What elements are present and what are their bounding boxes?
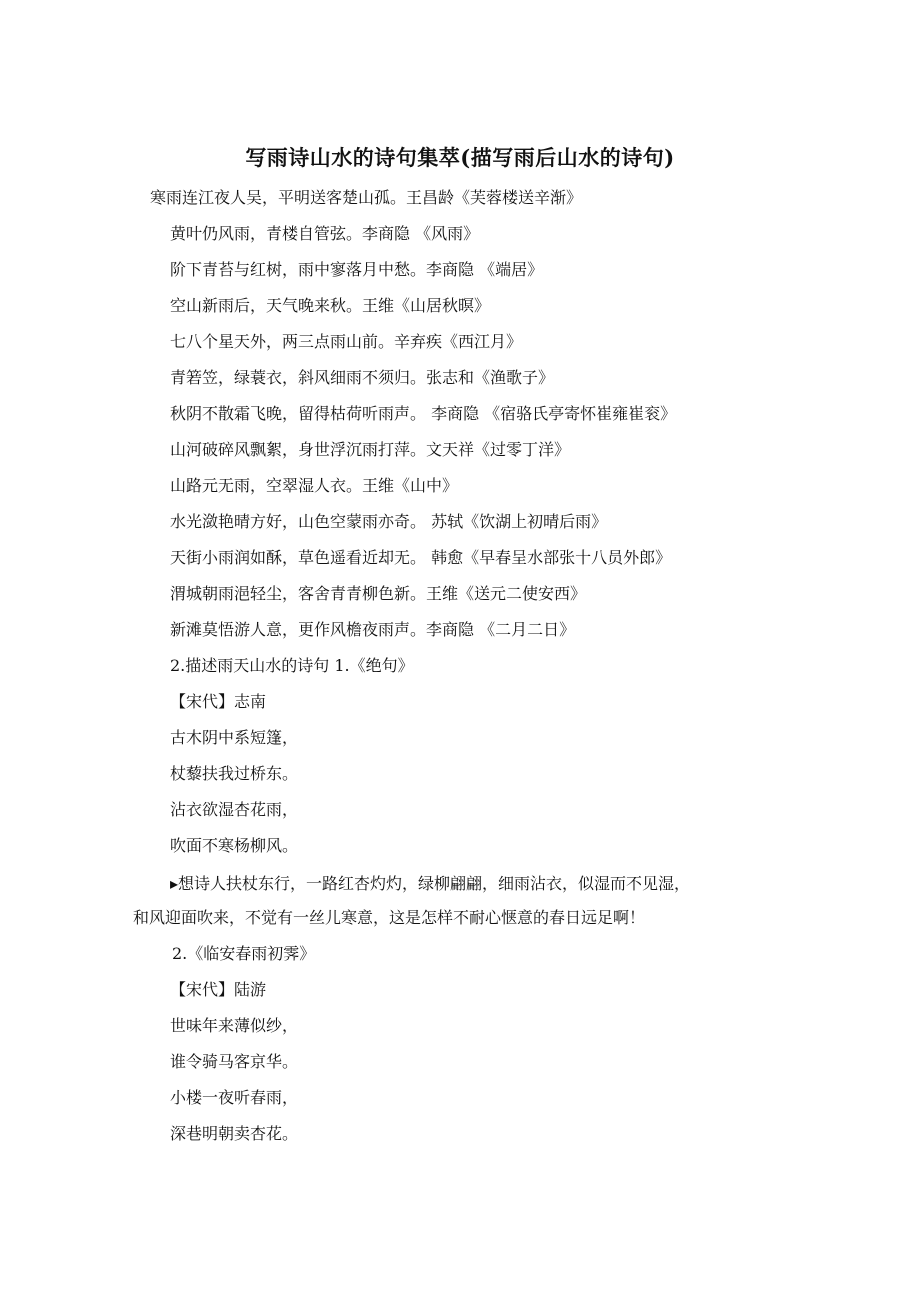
poem-line: 秋阴不散霜飞晚，留得枯荷听雨声。 李商隐 《宿骆氏亭寄怀崔雍崔衮》 xyxy=(170,404,677,423)
poem-line: 古木阴中系短篷， xyxy=(170,728,299,747)
section-heading: 2.描述雨天山水的诗句 1.《绝句》 xyxy=(170,656,414,675)
poem-line: 深巷明朝卖杏花。 xyxy=(170,1124,299,1143)
poem-line: 杖藜扶我过桥东。 xyxy=(170,764,299,783)
poem-line: 新滩莫悟游人意，更作风檐夜雨声。李商隐 《二月二日》 xyxy=(170,620,576,639)
poem-line: 阶下青苔与红树，雨中寥落月中愁。李商隐 《端居》 xyxy=(170,260,544,279)
poem-line: 吹面不寒杨柳风。 xyxy=(170,836,299,855)
poem-author: 【宋代】志南 xyxy=(170,692,267,711)
poem-author: 【宋代】陆游 xyxy=(170,980,267,999)
poem-line: 七八个星天外，两三点雨山前。辛弃疾《西江月》 xyxy=(170,332,523,351)
poem-line: 水光潋艳晴方好，山色空蒙雨亦奇。 苏轼《饮湖上初晴后雨》 xyxy=(170,512,608,531)
poem-line: 山路元无雨，空翠湿人衣。王维《山中》 xyxy=(170,476,459,495)
page-title: 写雨诗山水的诗句集萃(描写雨后山水的诗句) xyxy=(245,145,675,170)
section-heading: 2.《临安春雨初霁》 xyxy=(172,944,316,963)
poem-line: 青箬笠，绿蓑衣，斜风细雨不须归。张志和《渔歌子》 xyxy=(170,368,555,387)
poem-line: 天街小雨润如酥，草色遥看近却无。 韩愈《早春呈水部张十八员外郎》 xyxy=(170,548,672,567)
poem-line: 小楼一夜听春雨， xyxy=(170,1088,299,1107)
poem-line: 黄叶仍风雨，青楼自管弦。李商隐 《风雨》 xyxy=(170,224,480,243)
poem-line: 渭城朝雨浥轻尘，客舍青青柳色新。王维《送元二使安西》 xyxy=(170,584,587,603)
commentary-line: 和风迎面吹来，不觉有一丝儿寒意，这是怎样不耐心惬意的春日远足啊！ xyxy=(133,908,646,927)
commentary-line: ▸想诗人扶杖东行，一路红杏灼灼，绿柳翩翩，细雨沾衣，似湿而不见湿， xyxy=(170,874,691,893)
poem-line: 沾衣欲湿杏花雨， xyxy=(170,800,299,819)
poem-line: 谁令骑马客京华。 xyxy=(170,1052,299,1071)
poem-line: 寒雨连江夜人吴，平明送客楚山孤。王昌龄《芙蓉楼送辛渐》 xyxy=(150,188,583,207)
poem-line: 空山新雨后，天气晚来秋。王维《山居秋暝》 xyxy=(170,296,491,315)
poem-line: 山河破碎风飘絮，身世浮沉雨打萍。文天祥《过零丁洋》 xyxy=(170,440,571,459)
poem-line: 世味年来薄似纱， xyxy=(170,1016,299,1035)
